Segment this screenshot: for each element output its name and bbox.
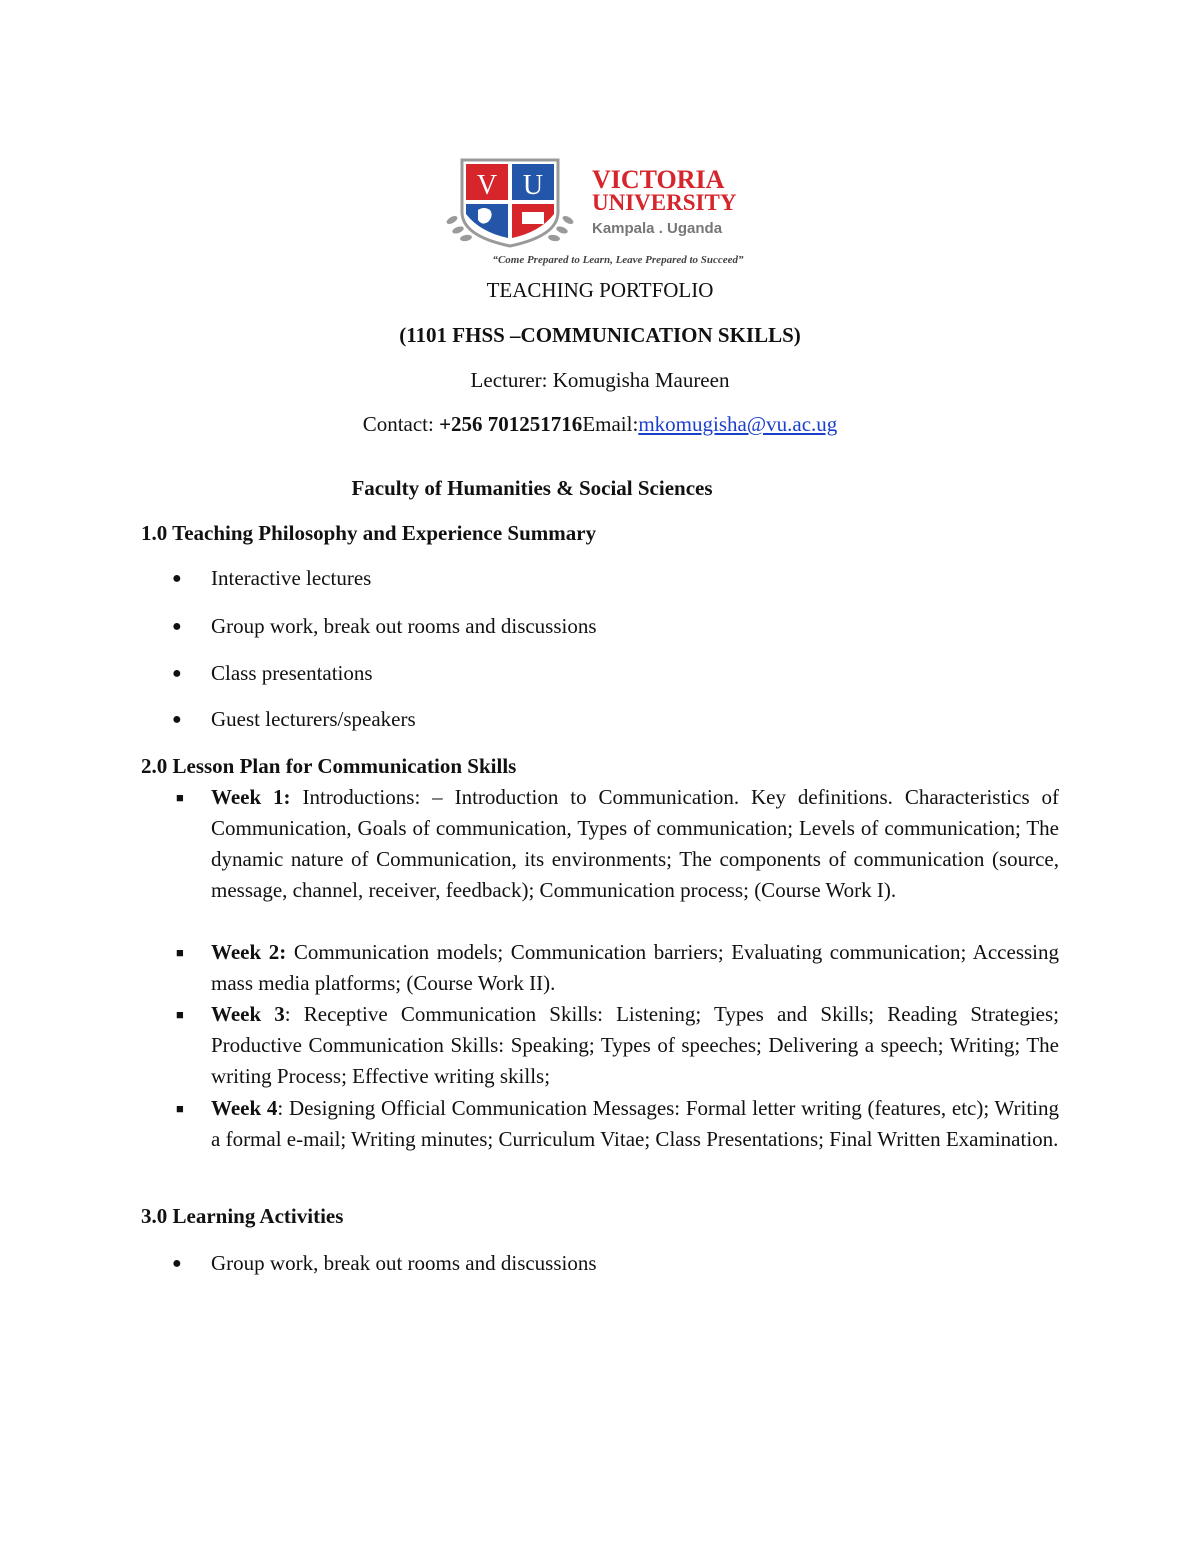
contact-line <box>0 412 1200 437</box>
list-item: ● Group work, break out rooms and discussions <box>172 1251 597 1275</box>
svg-text:“Come Prepared to Learn, Leave: “Come Prepared to Learn, Leave Prepared to Succeed” <box>492 254 744 266</box>
week-text: Introductions: – Introduction to Communication. Key definitions. Characteristics of Communication, Goals of communication, Types of communication; Levels of communication; The dynamic nature of Communication, its environments; The components of communication (source, message, channel, receiver, feedback); Communication process; (Course Work I). <box>211 785 1060 902</box>
svg-text:U: U <box>522 170 544 201</box>
svg-text:UNIVERSITY: UNIVERSITY <box>592 190 737 215</box>
square-bullet-icon: ■ <box>176 945 184 960</box>
svg-text:VICTORIA: VICTORIA <box>592 165 725 194</box>
email-label: Email: <box>582 412 639 436</box>
list-item: ● Guest lecturers/speakers <box>172 707 416 731</box>
week-text: : Designing Official Communication Messages: Formal letter writing (features, etc); Writing a formal e-mail; Writing minutes; Curriculum Vitae; Class Presentations; Final Written Examination. <box>211 1096 1059 1151</box>
course-title: (1101 FHSS –COMMUNICATION SKILLS) <box>399 323 801 347</box>
week-item <box>176 937 1059 999</box>
faculty-line: Faculty of Humanities & Social Sciences <box>351 476 713 500</box>
week-text: Communication models; Communication barriers; Evaluating communication; Accessing mass media platforms; (Course Work II). <box>211 940 1060 995</box>
bullet-icon: ● <box>172 1255 182 1272</box>
square-bullet-icon: ■ <box>176 1007 184 1022</box>
bullet-icon: ● <box>172 618 182 635</box>
week-item <box>176 999 1059 1092</box>
week-item <box>176 782 1059 906</box>
square-bullet-icon: ■ <box>176 790 184 805</box>
week-label: Week 4 <box>211 1096 278 1120</box>
section3-heading: 3.0 Learning Activities <box>141 1204 344 1228</box>
svg-text:Kampala . Uganda: Kampala . Uganda <box>592 220 723 237</box>
contact-label: Contact: <box>362 412 440 436</box>
list-item: ● Class presentations <box>172 661 373 685</box>
week-label: Week 2: <box>211 940 287 964</box>
list-item: ● Interactive lectures <box>172 566 372 590</box>
section2-heading: 2.0 Lesson Plan for Communication Skills <box>141 754 517 778</box>
week-label: Week 3 <box>211 1002 285 1026</box>
email-link[interactable]: mkomugisha@vu.ac.ug <box>638 412 838 436</box>
square-bullet-icon: ■ <box>176 1101 184 1116</box>
section1-heading: 1.0 Teaching Philosophy and Experience Summary <box>141 521 597 545</box>
week-item <box>176 1093 1059 1155</box>
bullet-icon: ● <box>172 665 182 682</box>
university-logo <box>440 150 800 270</box>
week-label: Week 1: <box>211 785 291 809</box>
list-item: ● Group work, break out rooms and discussions <box>172 614 597 638</box>
week-text: : Receptive Communication Skills: Listening; Types and Skills; Reading Strategies; Productive Communication Skills: Speaking; Types of speeches; Delivering a speech; Writing; The writing Process; Effective writing skills; <box>211 1002 1059 1088</box>
bullet-icon: ● <box>172 711 182 728</box>
svg-text:V: V <box>476 170 498 201</box>
bullet-icon: ● <box>172 570 182 587</box>
lecturer-line: Lecturer: Komugisha Maureen <box>470 368 730 392</box>
page-title: TEACHING PORTFOLIO <box>486 278 714 302</box>
phone-number: +256 701251716 <box>439 412 583 436</box>
